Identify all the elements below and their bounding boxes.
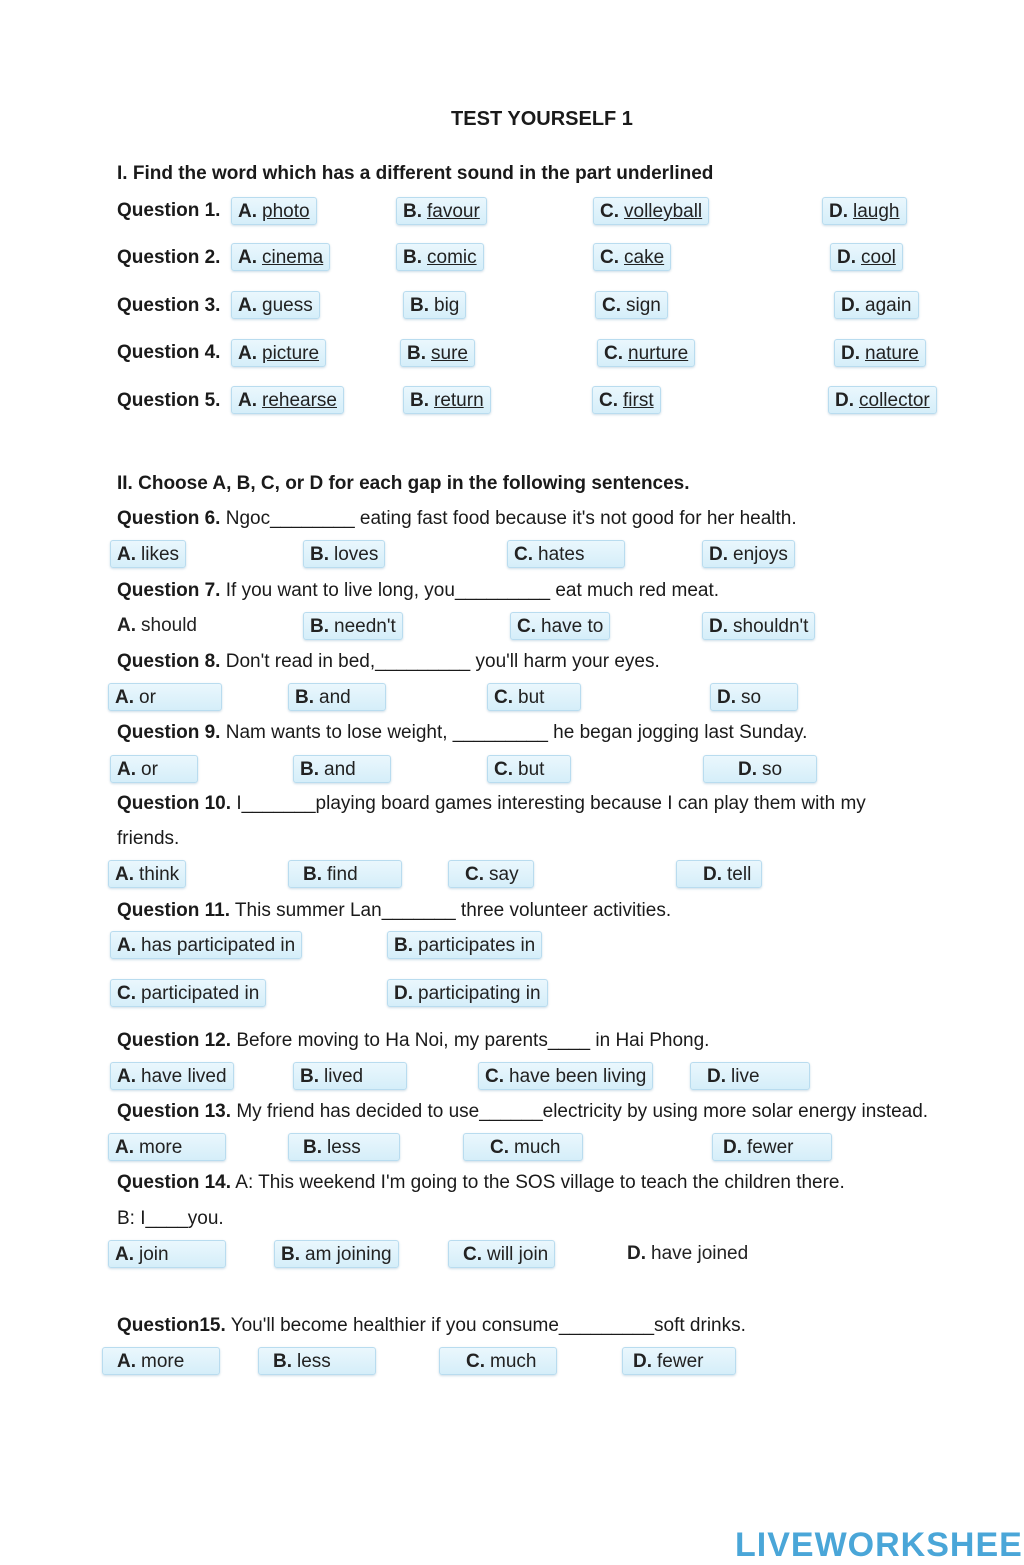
q11-option-a[interactable]: A. has participated in [110, 931, 302, 959]
q12-option-d[interactable]: D. live [690, 1062, 810, 1090]
question-9: Question 9. Nam wants to lose weight, _________ he began jogging last Sunday. [117, 722, 808, 743]
q5-option-a[interactable]: A. rehearse [231, 386, 344, 414]
question-11: Question 11. This summer Lan_______ three volunteer activities. [117, 900, 672, 921]
question-4-label: Question 4. [117, 342, 221, 363]
q9-option-a[interactable]: A. or [110, 755, 198, 783]
q2-option-c[interactable]: C. cake [593, 243, 671, 271]
question-1-label: Question 1. [117, 200, 221, 221]
q3-option-d[interactable]: D. again [834, 291, 919, 319]
q5-option-c[interactable]: C. first [592, 386, 661, 414]
question-10: Question 10. I_______playing board games interesting because I can play them with my [117, 793, 866, 814]
question-14-reply: B: I____you. [117, 1208, 224, 1229]
q14-option-d[interactable]: D. have joined [627, 1243, 749, 1264]
q13-option-d[interactable]: D. fewer [712, 1133, 832, 1161]
q4-option-b[interactable]: B. sure [400, 339, 475, 367]
q6-option-b[interactable]: B. loves [303, 540, 385, 568]
q4-option-c[interactable]: C. nurture [597, 339, 695, 367]
q15-option-d[interactable]: D. fewer [622, 1347, 736, 1375]
q1-option-d[interactable]: D. laugh [822, 197, 907, 225]
q3-option-b[interactable]: B. big [403, 291, 466, 319]
q6-option-d[interactable]: D. enjoys [702, 540, 795, 568]
q8-option-a[interactable]: A. or [108, 683, 222, 711]
q4-option-d[interactable]: D. nature [834, 339, 926, 367]
q15-option-b[interactable]: B. less [258, 1347, 376, 1375]
q14-option-c[interactable]: C. will join [448, 1240, 555, 1268]
q11-option-c[interactable]: C. participated in [110, 979, 266, 1007]
q7-option-b[interactable]: B. needn't [303, 612, 403, 640]
q12-option-a[interactable]: A. have lived [110, 1062, 234, 1090]
question-5-label: Question 5. [117, 390, 221, 411]
q15-option-c[interactable]: C. much [439, 1347, 557, 1375]
q7-option-c[interactable]: C. have to [510, 612, 610, 640]
q10-option-d[interactable]: D. tell [676, 860, 762, 888]
page-title: TEST YOURSELF 1 [451, 108, 633, 130]
q1-option-a[interactable]: A. photo [231, 197, 317, 225]
question-2-label: Question 2. [117, 247, 221, 268]
q11-option-b[interactable]: B. participates in [387, 931, 542, 959]
question-13: Question 13. My friend has decided to use______electricity by using more solar energy instead. [117, 1101, 929, 1122]
q12-option-c[interactable]: C. have been living [478, 1062, 653, 1090]
q9-option-b[interactable]: B. and [293, 755, 391, 783]
q10-option-a[interactable]: A. think [108, 860, 186, 888]
q4-option-a[interactable]: A. picture [231, 339, 326, 367]
q2-option-a[interactable]: A. cinema [231, 243, 330, 271]
q7-option-d[interactable]: D. shouldn't [702, 612, 815, 640]
question-12: Question 12. Before moving to Ha Noi, my parents____ in Hai Phong. [117, 1030, 710, 1051]
q1-option-c[interactable]: C. volleyball [593, 197, 709, 225]
question-10-continuation: friends. [117, 828, 180, 849]
question-6: Question 6. Ngoc________ eating fast food because it's not good for her health. [117, 508, 797, 529]
q14-option-a[interactable]: A. join [108, 1240, 226, 1268]
q14-option-b[interactable]: B. am joining [274, 1240, 399, 1268]
q3-option-a[interactable]: A. guess [231, 291, 320, 319]
q13-option-b[interactable]: B. less [288, 1133, 400, 1161]
q6-option-c[interactable]: C. hates [507, 540, 625, 568]
q2-option-d[interactable]: D. cool [830, 243, 903, 271]
q6-option-a[interactable]: A. likes [110, 540, 186, 568]
q11-option-d[interactable]: D. participating in [387, 979, 548, 1007]
q8-option-b[interactable]: B. and [288, 683, 386, 711]
q12-option-b[interactable]: B. lived [293, 1062, 407, 1090]
q9-option-c[interactable]: C. but [487, 755, 571, 783]
q13-option-c[interactable]: C. much [463, 1133, 583, 1161]
question-15: Question15. You'll become healthier if you consume_________soft drinks. [117, 1315, 746, 1336]
section-2-heading: II. Choose A, B, C, or D for each gap in the following sentences. [117, 473, 690, 494]
section-1-heading: I. Find the word which has a different sound in the part underlined [117, 163, 714, 184]
question-14: Question 14. A: This weekend I'm going to the SOS village to teach the children there. [117, 1172, 845, 1193]
q1-option-b[interactable]: B. favour [396, 197, 487, 225]
q10-option-c[interactable]: C. say [448, 860, 534, 888]
q8-option-c[interactable]: C. but [487, 683, 581, 711]
q5-option-d[interactable]: D. collector [828, 386, 937, 414]
q7-option-a[interactable]: A. should [117, 615, 197, 636]
liveworksheets-logo: LIVEWORKSHEE [735, 1526, 1023, 1564]
q2-option-b[interactable]: B. comic [396, 243, 484, 271]
question-8: Question 8. Don't read in bed,_________ you'll harm your eyes. [117, 651, 660, 672]
q8-option-d[interactable]: D. so [710, 683, 798, 711]
q3-option-c[interactable]: C. sign [595, 291, 668, 319]
q13-option-a[interactable]: A. more [108, 1133, 226, 1161]
q5-option-b[interactable]: B. return [403, 386, 491, 414]
q10-option-b[interactable]: B. find [288, 860, 402, 888]
q15-option-a[interactable]: A. more [102, 1347, 220, 1375]
q9-option-d[interactable]: D. so [703, 755, 817, 783]
question-3-label: Question 3. [117, 295, 221, 316]
question-7: Question 7. If you want to live long, you_________ eat much red meat. [117, 580, 720, 601]
